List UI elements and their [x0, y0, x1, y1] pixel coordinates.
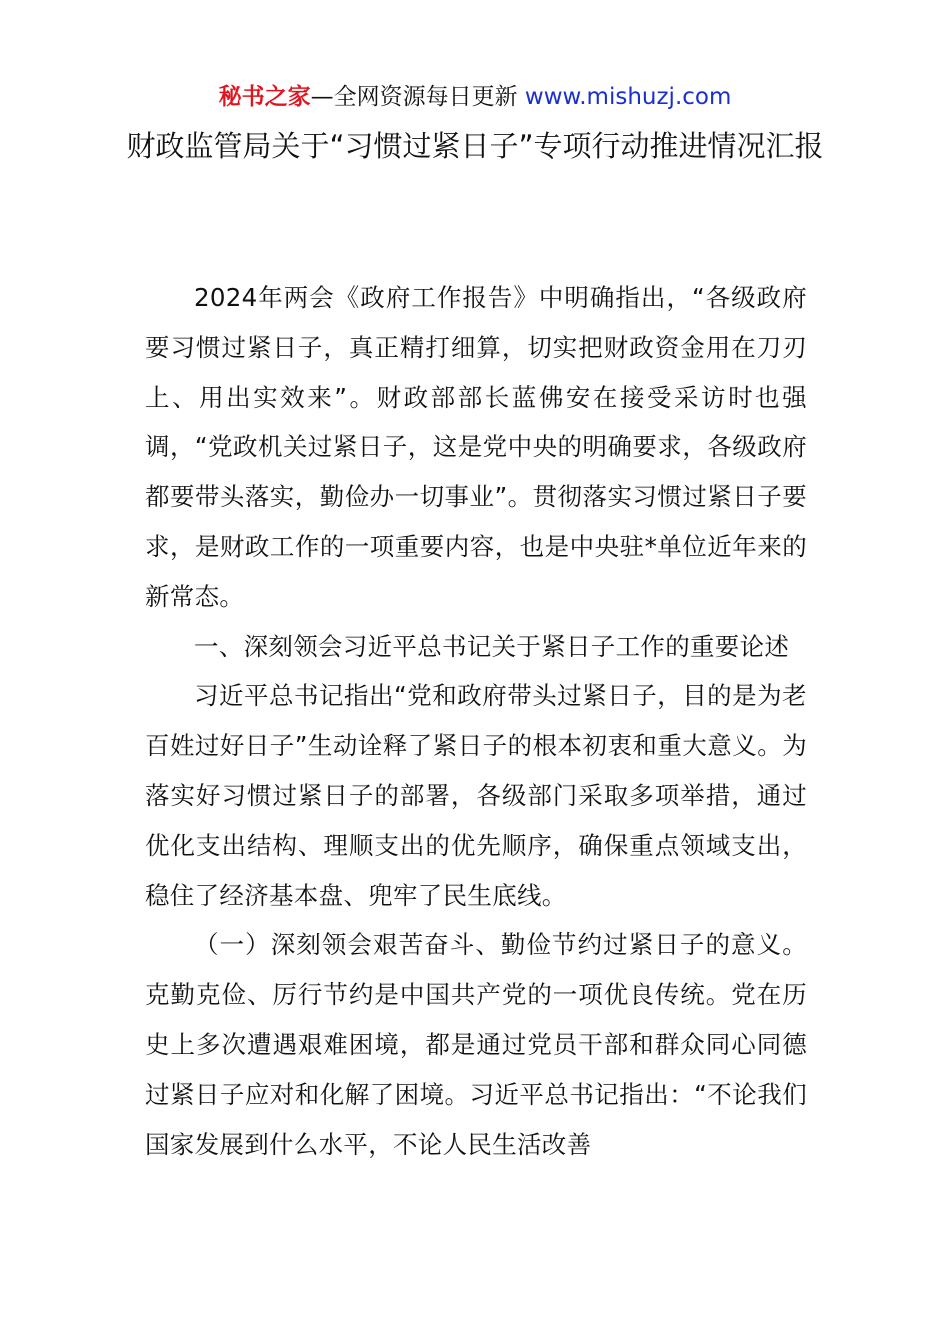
document-title: 财政监管局关于“习惯过紧日子”专项行动推进情况汇报	[126, 129, 824, 163]
site-header	[0, 82, 950, 112]
paragraph-subsection-1: （一）深刻领会艰苦奋斗、勤俭节约过紧日子的意义。克勤克俭、厉行节约是中国共产党的一项优良传统。党在历史上多次遭遇艰难困境，都是通过党员干部和群众同心同德过紧日子应对和化解了困境。习近平总书记指出：“不论我们国家发展到什么水平，不论人民生活改善	[145, 930, 807, 1159]
header-tagline: —全网资源每日更新	[310, 84, 525, 110]
paragraph-intro: 2024年两会《政府工作报告》中明确指出，“各级政府要习惯过紧日子，真正精打细算，切实把财政资金用在刀刃上、用出实效来”。财政部部长蓝佛安在接受采访时也强调，“党政机关过紧日子，这是党中央的明确要求，各级政府都要带头落实，勤俭办一切事业”。贯彻落实习惯过紧日子要求，是财政工作的一项重要内容，也是中央驻*单位近年来的新常态。	[145, 283, 807, 611]
brand-name: 秘书之家	[218, 84, 311, 110]
section-heading-1: 一、深刻领会习近平总书记关于紧日子工作的重要论述	[194, 631, 790, 661]
site-url-link[interactable]: www.mishuzj.com	[524, 84, 732, 110]
paragraph-section-1: 习近平总书记指出“党和政府带头过紧日子，目的是为老百姓过好日子”生动诠释了紧日子的根本初衷和重大意义。为落实好习惯过紧日子的部署，各级部门采取多项举措，通过优化支出结构、理顺支出的优先顺序，确保重点领域支出，稳住了经济基本盘、兜牢了民生底线。	[145, 681, 807, 910]
document-body	[145, 273, 807, 1169]
